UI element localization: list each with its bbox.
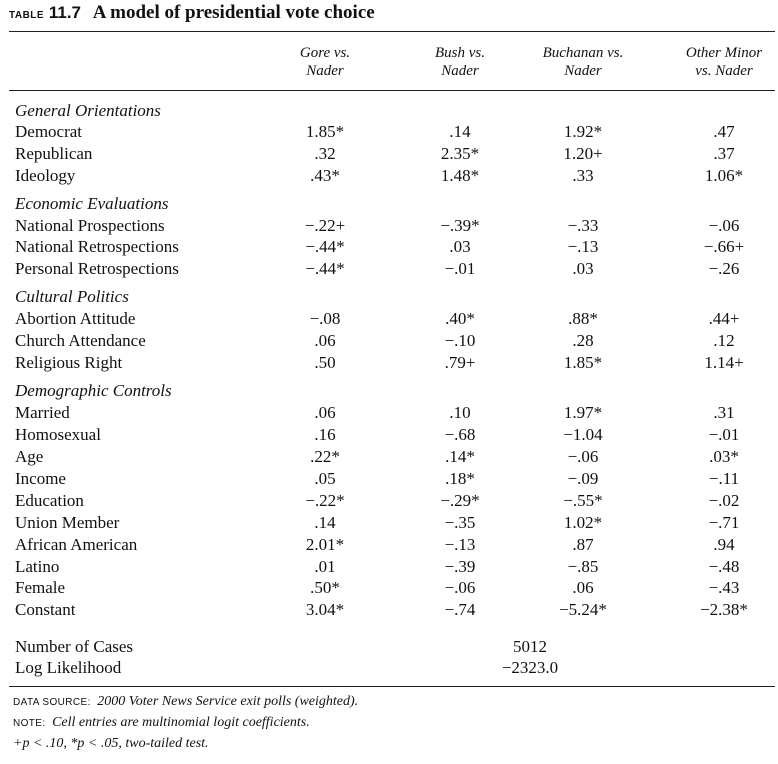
cell-gore: .16 (314, 425, 336, 444)
cell-buchanan: −5.24* (559, 600, 607, 619)
table-row (0, 144, 778, 166)
cell-other-minor: −2.38* (700, 600, 748, 619)
cell-bush: −.06 (444, 578, 476, 597)
cell-gore: 1.85* (305, 122, 345, 141)
cell-bush: −.10 (444, 331, 476, 350)
column-header-line1: Buchanan vs. (542, 45, 624, 61)
cell-bush: −.01 (444, 259, 476, 278)
row-label: Married (15, 403, 70, 422)
column-header-gore (275, 44, 375, 80)
table-row (0, 600, 778, 622)
cell-gore: .22* (310, 447, 340, 466)
cell-gore: .14 (314, 513, 336, 532)
column-header-line2: Nader (564, 63, 602, 79)
cell-bush: −.74 (444, 600, 476, 619)
cell-buchanan: 1.97* (563, 403, 603, 422)
table-row (0, 425, 778, 447)
cell-other-minor: −.66+ (703, 237, 745, 256)
cell-gore: −.44* (305, 259, 345, 278)
cell-buchanan: .03 (572, 259, 594, 278)
cell-buchanan: −.55* (563, 491, 603, 510)
row-label: Republican (15, 144, 93, 163)
table-row (0, 353, 778, 375)
row-label: Homosexual (15, 425, 101, 444)
cell-bush: −.29* (440, 491, 480, 510)
cell-buchanan: .28 (572, 331, 594, 350)
note-label: NOTE: (13, 718, 46, 729)
cell-entries-note (13, 713, 358, 734)
cell-buchanan: .88* (568, 309, 598, 328)
header-rule (9, 90, 775, 91)
log-likelihood-value: −2323.0 (501, 658, 559, 677)
cell-gore: .06 (314, 331, 336, 350)
section-economic-evaluations: Economic Evaluations (15, 194, 169, 213)
table-row (0, 403, 778, 425)
cell-other-minor: .94 (713, 535, 735, 554)
cell-gore: .50 (314, 353, 336, 372)
column-header-buchanan (518, 44, 648, 80)
cell-gore: .43* (310, 166, 340, 185)
cell-other-minor: .31 (713, 403, 735, 422)
cell-gore: .50* (310, 578, 340, 597)
cell-other-minor: −.26 (708, 259, 740, 278)
row-label: Democrat (15, 122, 83, 141)
cell-bush: −.39* (440, 216, 480, 235)
cell-other-minor: −.06 (708, 216, 740, 235)
cell-buchanan: .33 (572, 166, 594, 185)
cell-bush: −.35 (444, 513, 476, 532)
data-source-label: DATA SOURCE: (13, 697, 91, 708)
row-label: National Retrospections (15, 237, 179, 256)
cell-bush: .40* (445, 309, 475, 328)
table-row (0, 166, 778, 188)
table-title (9, 2, 375, 24)
table-row (0, 331, 778, 353)
column-header-line2: Nader (306, 63, 344, 79)
row-label: Union Member (15, 513, 120, 532)
cell-buchanan: −.09 (567, 469, 599, 488)
table-row (0, 259, 778, 281)
table-row (0, 122, 778, 144)
column-header-line1: Bush vs. (435, 45, 485, 61)
column-header-line1: Gore vs. (299, 45, 351, 61)
significance-note: +p < .10, *p < .05, two-tailed test. (13, 736, 209, 751)
cell-other-minor: .03* (709, 447, 739, 466)
row-label: Abortion Attitude (15, 309, 136, 328)
cell-buchanan: −1.04 (563, 425, 603, 444)
cell-buchanan: 1.20+ (563, 144, 603, 163)
cell-buchanan: 1.92* (563, 122, 603, 141)
row-label: Education (15, 491, 84, 510)
section-demographic-controls: Demographic Controls (15, 381, 172, 400)
column-header-bush (405, 44, 515, 80)
cell-gore: −.44* (305, 237, 345, 256)
cell-gore: 3.04* (305, 600, 345, 619)
cell-buchanan: 1.85* (563, 353, 603, 372)
cell-gore: −.08 (309, 309, 341, 328)
section-cultural-politics: Cultural Politics (15, 287, 129, 306)
cell-gore: .05 (314, 469, 336, 488)
cell-bush: 2.35* (440, 144, 480, 163)
cell-gore: .06 (314, 403, 336, 422)
cell-bush: .03 (449, 237, 471, 256)
table-title-text: A model of presidential vote choice (92, 2, 375, 23)
cell-bush: .18* (445, 469, 475, 488)
row-label: Income (15, 469, 66, 488)
table-row (0, 216, 778, 238)
row-label: Personal Retrospections (15, 259, 179, 278)
row-label: Number of Cases (15, 637, 134, 656)
cell-buchanan: .87 (572, 535, 594, 554)
cell-bush: −.13 (444, 535, 476, 554)
cell-bush: .14* (445, 447, 475, 466)
table-row (0, 309, 778, 331)
row-label: National Prospections (15, 216, 165, 235)
table-label: TABLE (9, 10, 45, 21)
cell-other-minor: −.01 (708, 425, 740, 444)
column-header-line2: vs. Nader (695, 63, 753, 79)
cell-other-minor: .12 (713, 331, 735, 350)
table-row (0, 469, 778, 491)
cell-bush: .14 (449, 122, 471, 141)
row-label: Female (15, 578, 66, 597)
cell-buchanan: −.13 (567, 237, 599, 256)
cell-other-minor: .47 (713, 122, 735, 141)
cell-bush: −.39 (444, 557, 476, 576)
cell-other-minor: −.48 (708, 557, 740, 576)
cell-other-minor: −.71 (708, 513, 740, 532)
row-label: Church Attendance (15, 331, 146, 350)
section-general-orientations: General Orientations (15, 101, 161, 120)
cell-bush: .79+ (444, 353, 476, 372)
table-row (0, 535, 778, 557)
note-text: Cell entries are multinomial logit coefficients. (52, 715, 310, 730)
table-row (0, 578, 778, 600)
cell-other-minor: −.43 (708, 578, 740, 597)
cell-other-minor: .37 (713, 144, 735, 163)
column-header-line1: Other Minor (685, 45, 763, 61)
table-row (0, 513, 778, 535)
cell-buchanan: −.85 (567, 557, 599, 576)
table-row (0, 447, 778, 469)
bottom-rule (9, 686, 775, 687)
cell-gore: −.22* (305, 491, 345, 510)
data-source-note (13, 692, 358, 713)
row-label: African American (15, 535, 138, 554)
cell-bush: .10 (449, 403, 471, 422)
row-label: Religious Right (15, 353, 123, 372)
row-label: Latino (15, 557, 60, 576)
table-notes (13, 692, 358, 754)
cell-gore: 2.01* (305, 535, 345, 554)
table-row (0, 237, 778, 259)
cell-buchanan: −.06 (567, 447, 599, 466)
cell-buchanan: .06 (572, 578, 594, 597)
column-header-line2: Nader (441, 63, 479, 79)
cell-other-minor: 1.06* (704, 166, 744, 185)
cell-other-minor: −.02 (708, 491, 740, 510)
cell-other-minor: .44+ (708, 309, 740, 328)
cell-other-minor: −.11 (708, 469, 740, 488)
row-label: Log Likelihood (15, 658, 122, 677)
top-rule (9, 31, 775, 32)
table-row (0, 491, 778, 513)
cell-buchanan: 1.02* (563, 513, 603, 532)
table-number: 11.7 (48, 3, 81, 22)
cell-buchanan: −.33 (567, 216, 599, 235)
data-source-text: 2000 Voter News Service exit polls (weighted). (97, 694, 359, 709)
cell-gore: −.22+ (304, 216, 346, 235)
cell-gore: .32 (314, 144, 336, 163)
cell-gore: .01 (314, 557, 336, 576)
row-label: Constant (15, 600, 76, 619)
cell-bush: −.68 (444, 425, 476, 444)
number-of-cases-value: 5012 (513, 637, 547, 656)
row-label: Age (15, 447, 44, 466)
table-row (0, 557, 778, 579)
cell-bush: 1.48* (440, 166, 480, 185)
column-header-other-minor (659, 44, 778, 80)
cell-other-minor: 1.14+ (704, 353, 744, 372)
row-label: Ideology (15, 166, 76, 185)
